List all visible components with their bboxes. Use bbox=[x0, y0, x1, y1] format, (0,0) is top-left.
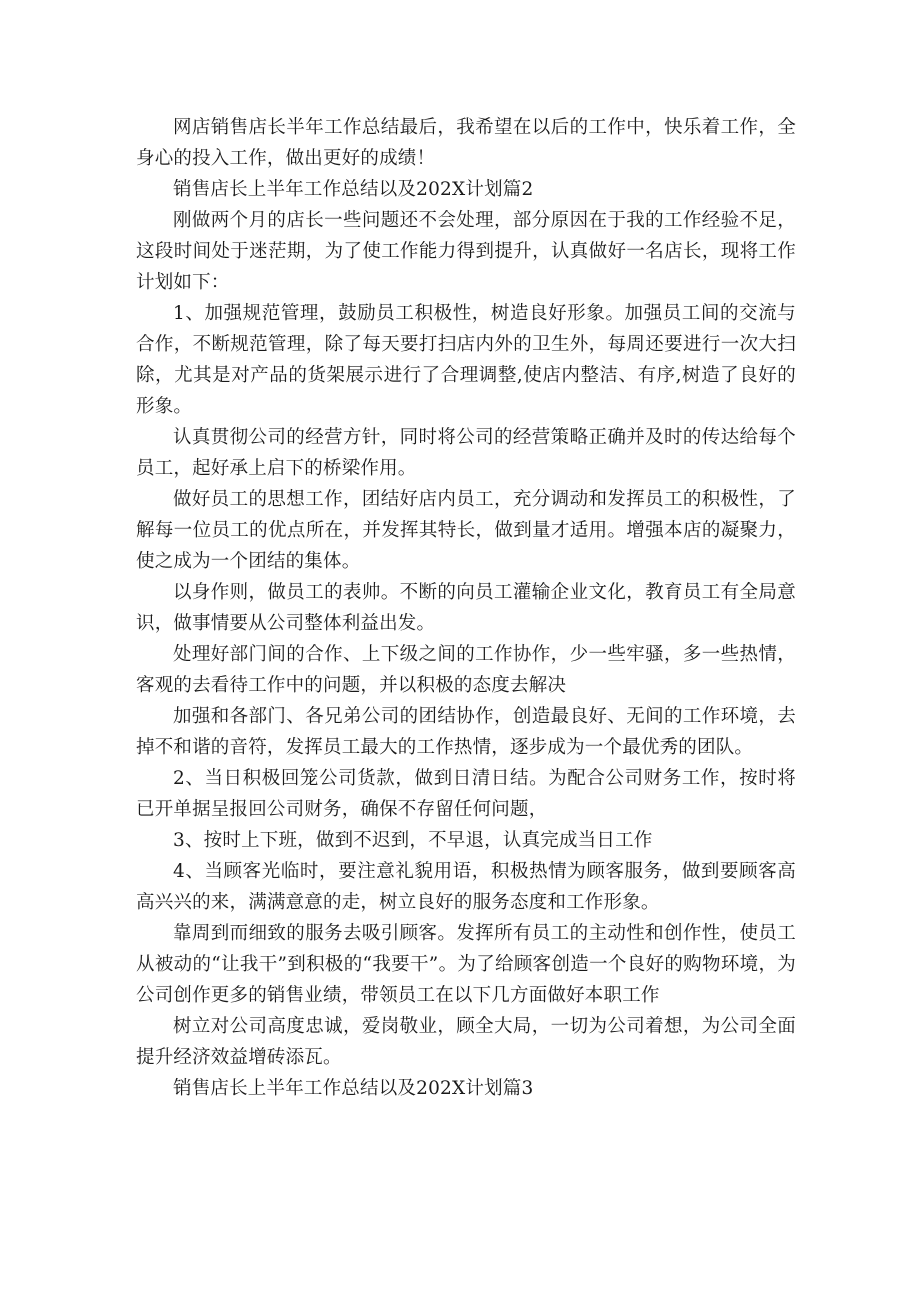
section-heading-2: 销售店长上半年工作总结以及202X计划篇2 bbox=[173, 179, 534, 200]
document-body bbox=[136, 112, 796, 1104]
paragraph-lead-by-example: 以身作则，做员工的表帅。不断的向员工灌输企业文化，教育员工有全局意识，做事情要从公司整体利益出发。 bbox=[136, 582, 796, 634]
paragraph-item-1: 1、加强规范管理，鼓励员工积极性，树造良好形象。加强员工间的交流与合作，不断规范管理，除了每天要打扫店内外的卫生外，每周还要进行一次大扫除，尤其是对产品的货架展示进行了合理调整,使店内整洁、有序,树造了良好的形象。 bbox=[136, 303, 796, 417]
section-heading-3: 销售店长上半年工作总结以及202X计划篇3 bbox=[173, 1078, 534, 1099]
paragraph-loyalty: 树立对公司高度忠诚，爱岗敬业，顾全大局，一切为公司着想，为公司全面提升经济效益增砖添瓦。 bbox=[136, 1016, 796, 1068]
paragraph-item-4: 4、当顾客光临时，要注意礼貌用语，积极热情为顾客服务，做到要顾客高高兴兴的来，满满意意的走，树立良好的服务态度和工作形象。 bbox=[136, 861, 796, 913]
paragraph-item-2: 2、当日积极回笼公司货款，做到日清日结。为配合公司财务工作，按时将已开单据呈报回公司财务，确保不存留任何问题， bbox=[136, 768, 796, 820]
paragraph-staff-work: 做好员工的思想工作，团结好店内员工，充分调动和发挥员工的积极性，了解每一位员工的优点所在，并发挥其特长，做到量才适用。增强本店的凝聚力，使之成为一个团结的集体。 bbox=[136, 489, 796, 572]
paragraph-item-3: 3、按时上下班，做到不迟到，不早退，认真完成当日工作 bbox=[173, 830, 653, 851]
paragraph-service: 靠周到而细致的服务去吸引顾客。发挥所有员工的主动性和创作性，使员工从被动的“让我干”到积极的“我要干”。为了给顾客创造一个良好的购物环境，为公司创作更多的销售业绩，带领员工在以下几方面做好本职工作 bbox=[136, 923, 796, 1006]
paragraph-teamwork: 加强和各部门、各兄弟公司的团结协作，创造最良好、无间的工作环境，去掉不和谐的音符，发挥员工最大的工作热情，逐步成为一个最优秀的团队。 bbox=[136, 706, 796, 758]
paragraph-policy: 认真贯彻公司的经营方针，同时将公司的经营策略正确并及时的传达给每个员工，起好承上启下的桥梁作用。 bbox=[136, 427, 796, 479]
paragraph-intro: 刚做两个月的店长一些问题还不会处理，部分原因在于我的工作经验不足，这段时间处于迷茫期，为了使工作能力得到提升，认真做好一名店长，现将工作计划如下： bbox=[136, 210, 796, 293]
paragraph-conclusion: 网店销售店长半年工作总结最后，我希望在以后的工作中，快乐着工作，全身心的投入工作，做出更好的成绩！ bbox=[136, 117, 796, 169]
paragraph-cooperation: 处理好部门间的合作、上下级之间的工作协作，少一些牢骚，多一些热情，客观的去看待工作中的问题，并以积极的态度去解决 bbox=[136, 644, 796, 696]
